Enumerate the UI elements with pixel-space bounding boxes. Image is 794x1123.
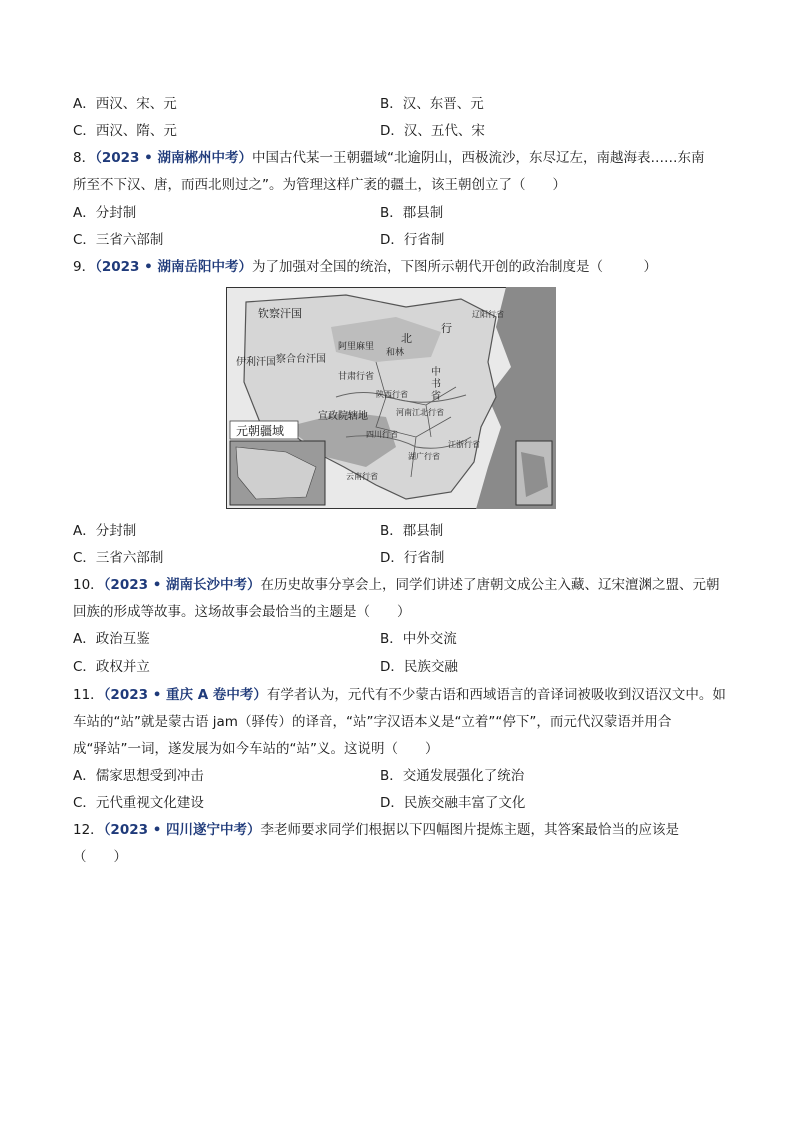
q11-number: 11．: [73, 687, 104, 703]
q10-text1: 在历史故事分享会上，同学们讲述了唐朝文成公主入藏、辽宋澶渊之盟、元朝: [260, 577, 720, 593]
q11-stem-line2: 车站的“站”就是蒙古语 jam（驿传）的译音，“站”字汉语本义是“立着”“停下”，而元代汉蒙语并用合: [73, 714, 672, 730]
q9-source: （2023 • 湖南岳阳中考）: [95, 259, 252, 275]
map-label-huguang: 湖广行省: [408, 452, 440, 461]
q12-source: （2023 • 四川遂宁中考）: [103, 822, 261, 838]
q10-source: （2023 • 湖南长沙中考）: [103, 577, 261, 593]
q8-option-d: D．行省制: [380, 232, 445, 248]
q10-number: 10．: [73, 577, 104, 593]
q12-stem-line2: （ ）: [73, 849, 127, 865]
q10-option-d: D．民族交融: [380, 659, 458, 675]
q7-option-b: B．汉、东晋、元: [380, 96, 484, 112]
map-label-xuanzhengyuan: 宣政院辖地: [318, 411, 368, 422]
map-label-qincha: 钦察汗国: [258, 307, 302, 320]
q9-option-b: B．郡县制: [380, 523, 444, 539]
q11-text1: 有学者认为，元代有不少蒙古语和西域语言的音译词被吸收到汉语汉文中。如: [266, 687, 726, 703]
q7-option-c: C．西汉、隋、元: [73, 123, 177, 139]
q8-option-c: C．三省六部制: [73, 232, 164, 248]
map-label-henan: 河南江北行省: [396, 408, 444, 417]
q10-option-c: C．政权并立: [73, 659, 150, 675]
q9-text1: 为了加强对全国的统治，下图所示朝代开创的政治制度是（ ）: [251, 259, 657, 275]
q11-option-b: B．交通发展强化了统治: [380, 768, 525, 784]
q8-stem-line2: 所至不下汉、唐，而西北则过之”。为管理这样广袤的疆土，该王朝创立了（ ）: [73, 177, 566, 193]
q12-stem-line1: [73, 820, 679, 840]
map-title: 元朝疆域: [236, 424, 285, 438]
q8-option-b: B．郡县制: [380, 205, 444, 221]
q9-stem-line1: [73, 257, 657, 277]
map-label-shu: 书: [431, 379, 441, 390]
q10-option-b: B．中外交流: [380, 631, 457, 647]
q11-stem-line1: [73, 685, 726, 705]
map-label-gansu: 甘肃行省: [338, 372, 375, 382]
q8-text1: 中国古代某一王朝疆域“北逾阴山，西极流沙，东尽辽左，南越海表……东南: [251, 150, 705, 166]
q11-option-d: D．民族交融丰富了文化: [380, 795, 526, 811]
q10-option-a: A．政治互鉴: [73, 631, 150, 647]
q10-stem-line1: [73, 575, 720, 595]
map-label-almaliq: 阿里麻里: [338, 342, 375, 352]
q8-stem-line1: [73, 148, 704, 168]
map-label-jiangzhe: 江浙行省: [448, 440, 480, 449]
map-label-sichuan: 四川行省: [366, 430, 398, 439]
q8-number: 8．: [73, 150, 96, 166]
map-label-bei: 北: [401, 332, 412, 345]
map-label-yili: 伊利汗国: [236, 357, 276, 368]
q8-source: （2023 • 湖南郴州中考）: [95, 150, 252, 166]
q7-option-a: A．西汉、宋、元: [73, 96, 177, 112]
q11-option-a: A．儒家思想受到冲击: [73, 768, 204, 784]
q11-option-c: C．元代重视文化建设: [73, 795, 204, 811]
q12-text1: 李老师要求同学们根据以下四幅图片提炼主题，其答案最恰当的应该是: [260, 822, 680, 838]
q10-stem-line2: 回族的形成等故事。这场故事会最恰当的主题是（ ）: [73, 604, 411, 620]
map-label-shaanxi: 陕西行省: [376, 390, 408, 399]
q11-stem-line3: 成“驿站”一词，遂发展为如今车站的“站”义。这说明（ ）: [73, 741, 439, 757]
q9-option-d: D．行省制: [380, 550, 445, 566]
q8-option-a: A．分封制: [73, 205, 137, 221]
q9-option-c: C．三省六部制: [73, 550, 164, 566]
map-label-sheng: 省: [431, 391, 441, 402]
map-label-helin: 和林: [386, 348, 405, 358]
map-label-yunnan: 云南行省: [346, 472, 378, 481]
q9-number: 9．: [73, 259, 96, 275]
map-label-liaoyang: 辽阳行省: [472, 310, 504, 319]
q11-source: （2023 • 重庆 A 卷中考）: [103, 687, 267, 703]
map-label-chagatai: 察合台汗国: [276, 354, 326, 365]
map-label-xing: 行: [441, 322, 452, 335]
q7-option-d: D．汉、五代、宋: [380, 123, 485, 139]
q12-number: 12．: [73, 822, 104, 838]
map-label-zhong: 中: [431, 367, 441, 378]
yuan-territory-map: [226, 287, 556, 509]
q9-option-a: A．分封制: [73, 523, 137, 539]
